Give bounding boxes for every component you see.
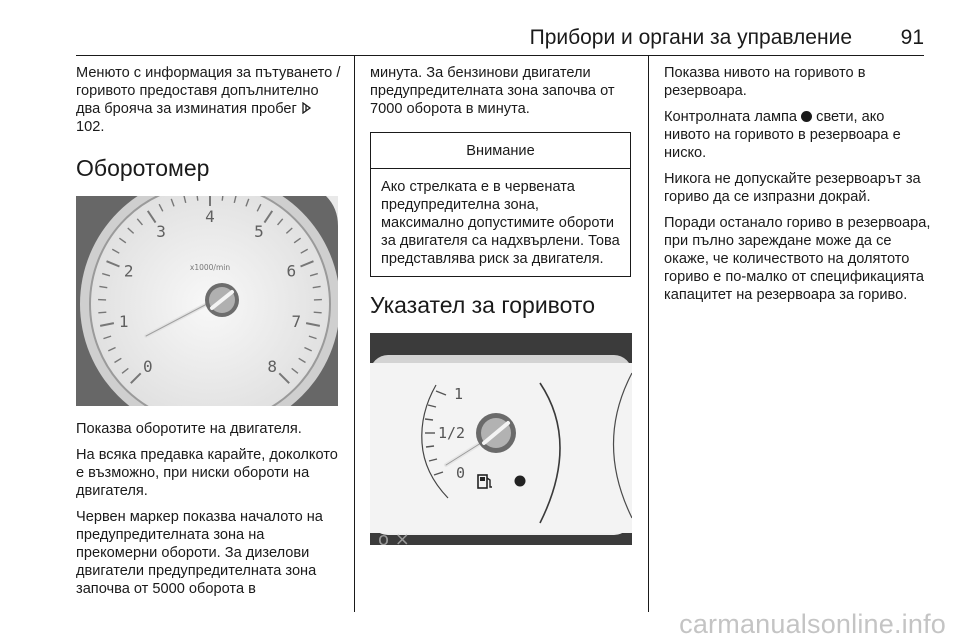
tach-paragraph-3: Червен маркер показва началото на предупредителната зона на прекомерни обороти. За дизелови двигатели предупредителната зона започва от 5000 оборота в [76,509,323,597]
notice-body: Ако стрелката е в червената предупредителна зона, максимално допустимите обороти за двигателя са надхвърлени. Това представлява риск за двигателя. [381,179,620,267]
column-2 [370,64,632,545]
tach-tick-label: 6 [286,261,297,281]
section-title-tachometer: Оборотомер [76,155,210,181]
page-number: 91 [900,26,924,49]
header-rule [76,55,924,56]
intro-paragraph: Менюто с информация за пътуването / горивото предоставя допълнително два брояча за изминатия пробег 102. [76,65,341,135]
fuel-label-full: 1 [454,385,464,403]
tach-minor-tick [98,312,106,313]
svg-text:o ×: o × [378,529,410,545]
notice-title: Внимание [371,133,630,169]
tach-tick-label: 2 [123,261,134,281]
tach-tick-label: 0 [142,357,153,377]
tach-tick-label: 7 [291,312,302,332]
fuel-paragraph-2: Контролната лампа свети, ако нивото на горивото в резервоара е ниско. [664,109,901,161]
column-divider-right [648,56,649,612]
column-1 [76,64,342,606]
fuel-label-empty: 0 [456,464,466,482]
tachometer-figure [76,196,338,406]
tach-paragraph-1: Показва оборотите на двигателя. [76,421,302,437]
arrow-reference-icon [301,101,312,117]
watermark: carmanualsonline.info [679,609,946,639]
page-header [0,0,960,56]
warning-lamp-dot-icon [515,476,526,487]
tach-paragraph-2: На всяка предавка карайте, доколкото е възможно, при ниски обороти на двигателя. [76,447,338,499]
section-title-fuel-gauge: Указател за горивото [370,292,595,318]
tach-tick-label: 1 [118,312,129,332]
tach-unit-label: x1000/min [189,263,231,272]
column-3 [664,64,932,312]
tach-minor-tick [314,312,322,313]
tach-tick-label: 8 [267,357,278,377]
tachometer-illustration [76,196,338,406]
page-reference-link[interactable]: 102. [76,119,105,135]
tach-paragraph-3-continued: минута. За бензинови двигатели предупредителната зона започва от 7000 оборота в минута. [370,65,615,117]
fuel-paragraph-4: Поради останало гориво в резервоара, при пълно зареждане може да се окаже, че количеството на долятото гориво е по-малко от спецификацията капацитет на резервоара за гориво. [664,215,931,303]
tach-tick-label: 3 [156,221,166,241]
warning-lamp-dot-icon [801,111,812,122]
fuel-paragraph-1: Показва нивото на горивото в резервоара. [664,65,866,99]
fuel-paragraph-3: Никога не допускайте резервоарът за гориво да се изпразни докрай. [664,171,921,205]
header-title: Прибори и органи за управление [529,26,852,49]
fuel-label-half: 1/2 [438,424,466,442]
fuel-gauge-figure [370,333,632,545]
column-divider-left [354,56,355,612]
warning-notice-box [370,132,631,277]
tach-tick-label: 5 [254,221,264,241]
fuel-gauge-illustration [370,333,632,545]
tach-tick-label: 4 [205,207,215,226]
